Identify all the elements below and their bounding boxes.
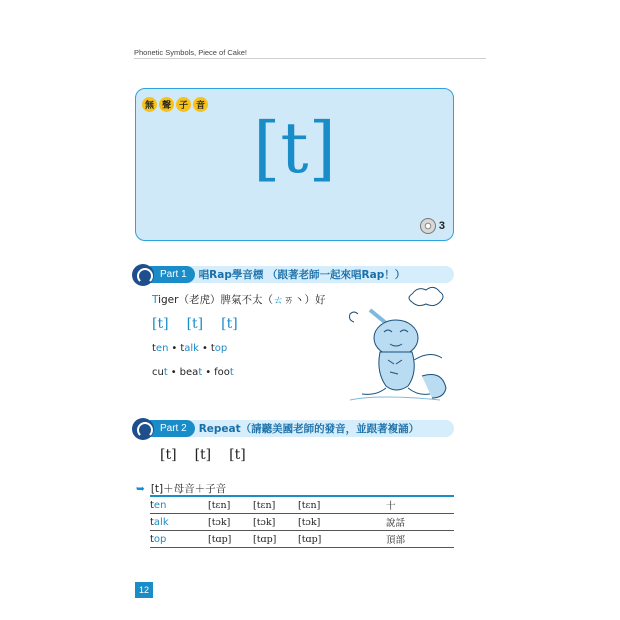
- symbol: [t]: [186, 316, 204, 332]
- symbol: [t]: [194, 447, 212, 463]
- word-top: top: [210, 343, 228, 354]
- part2-title: Repeat（請聽美國老師的發音，並跟著複誦）: [198, 423, 420, 435]
- phonetic-cell: [tɛn]: [208, 499, 231, 511]
- track-number: 3: [438, 220, 445, 232]
- phonetic-cell: [tɔk]: [298, 516, 321, 528]
- phonetic-cell: [tɑp]: [298, 533, 322, 545]
- chant-text-end: ㄞ丶）好: [283, 294, 326, 306]
- table-row: [150, 514, 454, 531]
- part2-label: Part 2: [150, 420, 195, 437]
- tag-char: 子: [176, 97, 191, 112]
- page-number: 12: [135, 582, 153, 598]
- chant-text: iger（老虎）脾氣不太（: [158, 294, 273, 306]
- cd-track[interactable]: [420, 218, 445, 234]
- word-cut: cut: [152, 367, 168, 378]
- meaning-cell: 十: [386, 501, 396, 512]
- chant-line: [152, 292, 325, 307]
- phonetic-cell: [tɔk]: [253, 516, 276, 528]
- part1-title: 唱Rap學音標 （跟著老師一起來唱Rap！）: [198, 269, 406, 281]
- symbol: [t]: [160, 447, 177, 463]
- word-beat: beat: [179, 367, 203, 378]
- part2-header: [134, 420, 454, 437]
- headphone-icon[interactable]: [132, 418, 154, 440]
- tag-char: 無: [142, 97, 157, 112]
- phonetic-cell: [tɑp]: [208, 533, 232, 545]
- word-foot: foot: [214, 367, 234, 378]
- symbol: [t]: [229, 447, 246, 463]
- tag-char: 音: [193, 97, 208, 112]
- phonetic-cell: [tɑp]: [253, 533, 277, 545]
- symbol-card: [135, 88, 454, 241]
- phonetic-cell: [tɛn]: [298, 499, 321, 511]
- table-row: [150, 497, 454, 514]
- cd-disc-icon: [420, 218, 436, 234]
- word-cell: talk: [150, 516, 169, 528]
- word-cell: ten: [150, 499, 167, 511]
- tiger-illustration: [340, 280, 456, 405]
- arrow-icon: ➥: [136, 483, 145, 495]
- phonetic-cell: [tɛn]: [253, 499, 276, 511]
- words-line-2: cut • beat • foot: [152, 367, 234, 378]
- table-row: [150, 531, 454, 548]
- word-cell: top: [150, 533, 167, 545]
- word-ten: ten: [152, 343, 169, 354]
- phonetic-cell: [tɔk]: [208, 516, 231, 528]
- part1-symbols: [152, 316, 238, 332]
- running-title: Phonetic Symbols, Piece of Cake!: [134, 48, 247, 57]
- phonetic-symbol: [t]: [253, 107, 336, 189]
- meaning-cell: 頂部: [386, 535, 406, 546]
- word-talk: talk: [180, 343, 199, 354]
- symbol: [t]: [152, 316, 169, 332]
- chant-hl: ㄊ: [272, 294, 284, 306]
- header-rule: [134, 58, 486, 59]
- part1-label: Part 1: [150, 266, 195, 283]
- headphone-icon[interactable]: [132, 264, 154, 286]
- chant-t: T: [152, 294, 159, 306]
- symbol: [t]: [221, 316, 238, 332]
- table-heading-text: [t]＋母音＋子音: [150, 483, 227, 495]
- part2-symbols: [160, 447, 246, 463]
- words-line-1: ten • talk • top: [152, 343, 228, 354]
- tag-char: 聲: [159, 97, 174, 112]
- table-heading: [136, 481, 226, 496]
- meaning-cell: 說話: [386, 518, 406, 529]
